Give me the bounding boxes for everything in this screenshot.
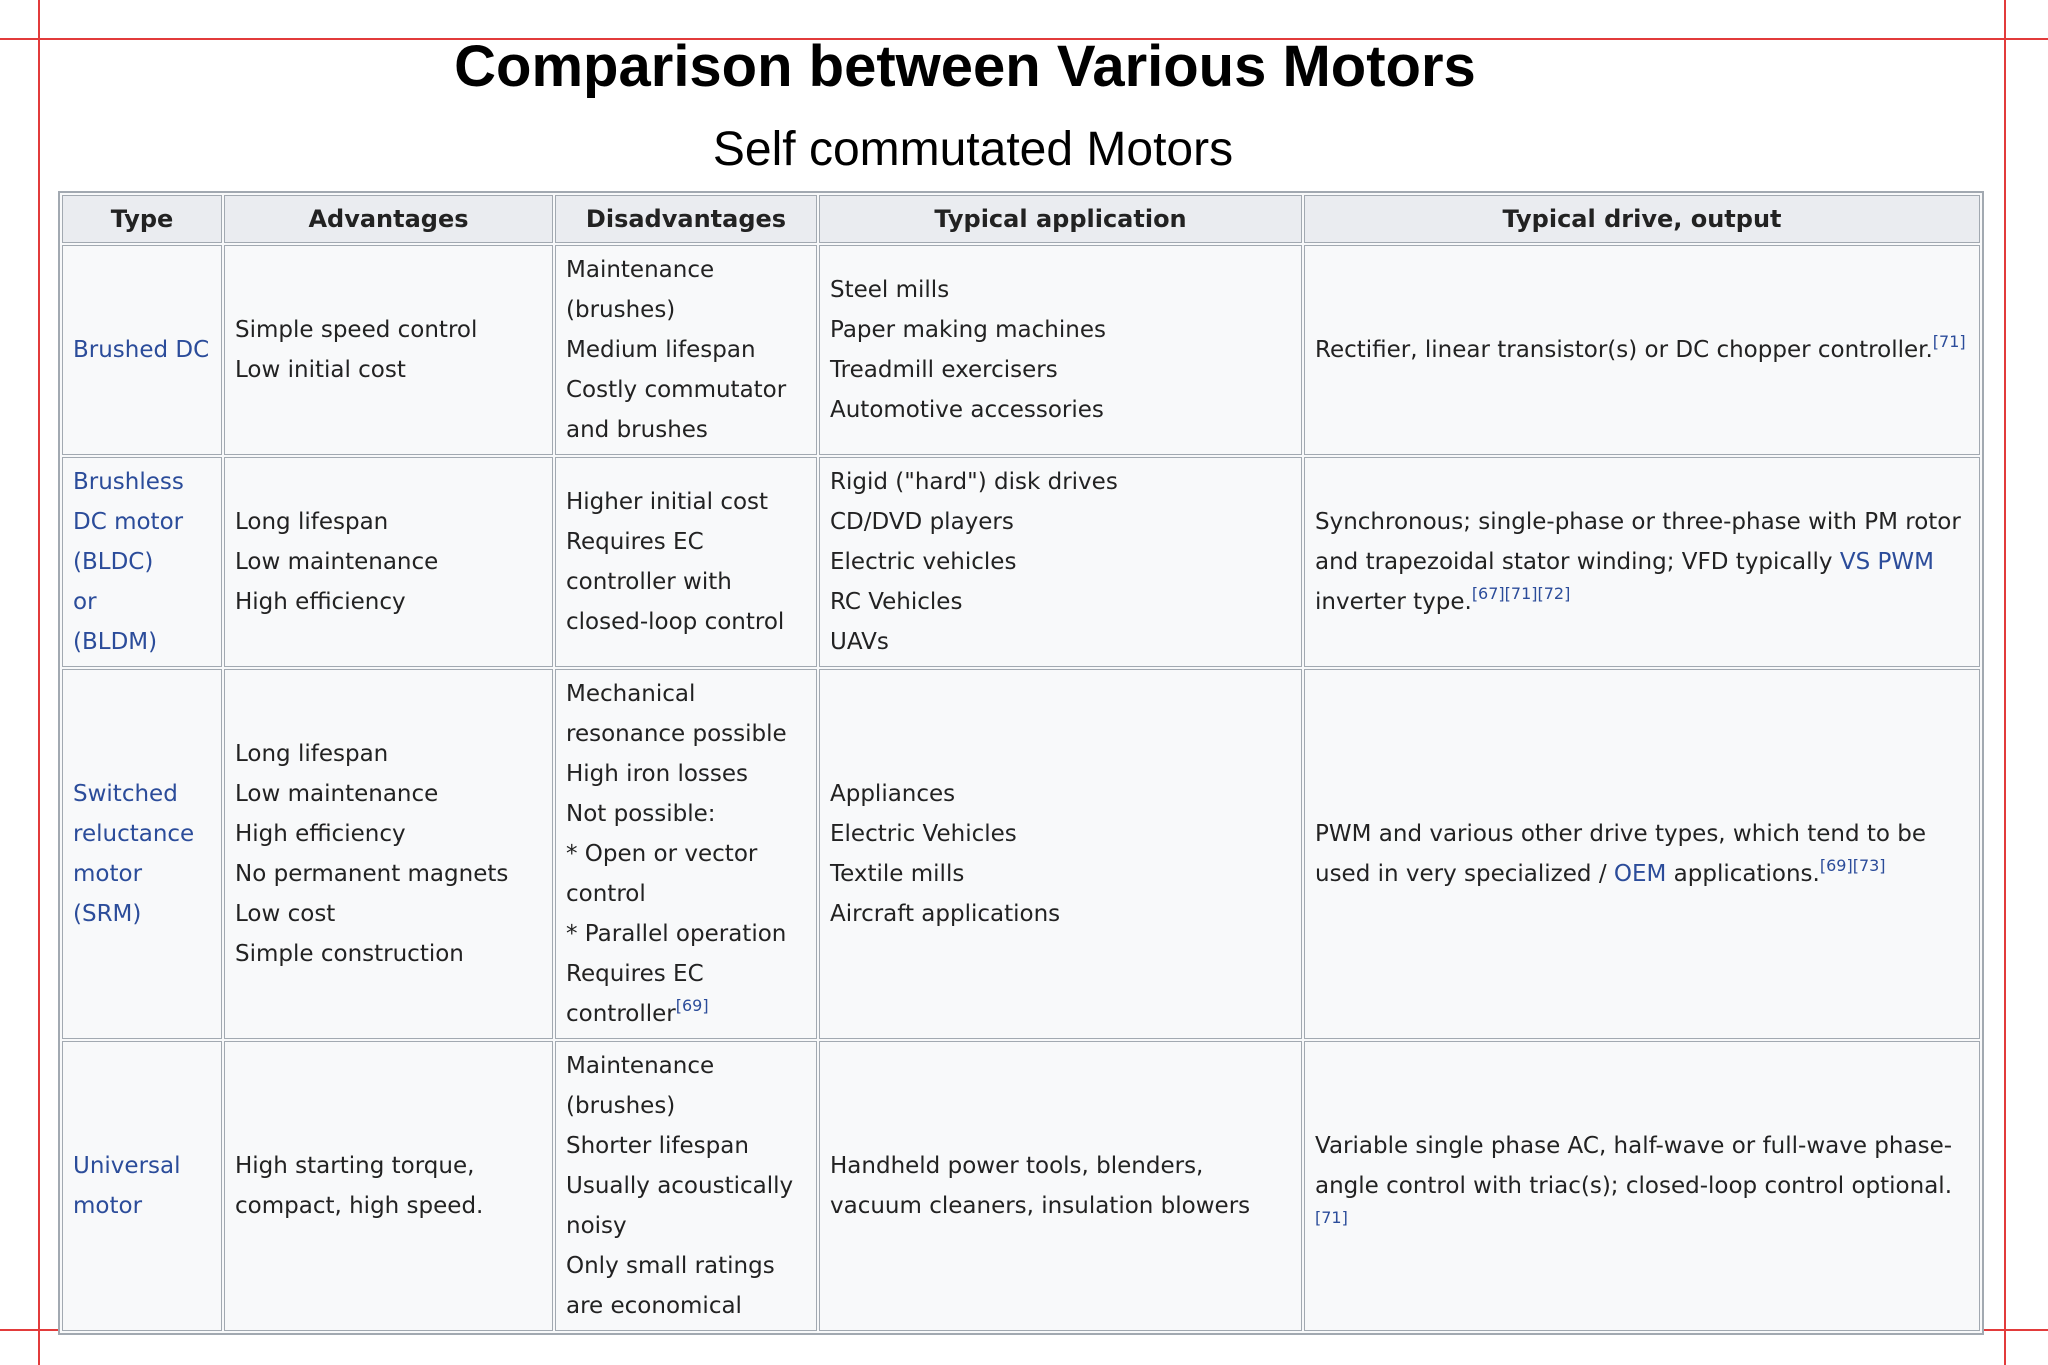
applications-cell — [819, 1041, 1302, 1331]
list-item-text: Requires EC controller — [566, 961, 704, 1027]
disadvantages-cell — [555, 669, 817, 1039]
applications-cell — [819, 457, 1302, 667]
list-item: High iron losses — [566, 761, 749, 787]
list-item: Rigid ("hard") disk drives — [830, 469, 1118, 495]
table-row — [62, 669, 1980, 1039]
citation-link[interactable]: [69][73] — [1819, 856, 1886, 875]
list-item: Aircraft applications — [830, 901, 1061, 927]
list-item: Treadmill exercisers — [830, 357, 1058, 383]
drive-text: PWM and various other drive types, which tend to be used in very specialized / — [1315, 821, 1927, 887]
list-item: RC Vehicles — [830, 589, 963, 615]
applications-cell — [819, 669, 1302, 1039]
citation-link[interactable]: [71] — [1315, 1208, 1348, 1227]
table-row — [62, 1041, 1980, 1331]
page-subtitle: Self commutated Motors — [712, 123, 1234, 176]
list-item: Higher initial cost — [566, 489, 769, 515]
drive-text: Rectifier, linear transistor(s) or DC chopper controller. — [1315, 337, 1933, 363]
header-type: Type — [62, 195, 222, 243]
type-link-brushed-dc[interactable]: Brushed DC — [73, 337, 210, 363]
right-guide-line — [2004, 0, 2006, 1365]
advantages-cell — [224, 245, 553, 455]
list-item: High efficiency — [235, 589, 406, 615]
type-link-bldm[interactable]: (BLDM) — [73, 629, 158, 655]
drive-text-end: inverter type. — [1315, 589, 1472, 615]
drive-text: Variable single phase AC, half-wave or full-wave phase-angle control with triac(s); closed-loop control optional. — [1315, 1133, 1953, 1199]
type-link-universal-motor[interactable]: Universal motor — [73, 1153, 181, 1219]
list-item: Appliances — [830, 781, 956, 807]
advantages-cell — [224, 1041, 553, 1331]
drive-cell — [1304, 457, 1980, 667]
list-item: High efficiency — [235, 821, 406, 847]
table-header-row — [62, 195, 1980, 243]
type-link-brushless-dc[interactable]: Brushless DC motor (BLDC) — [73, 469, 184, 575]
list-item: CD/DVD players — [830, 509, 1014, 535]
header-typical-application: Typical application — [819, 195, 1302, 243]
header-advantages: Advantages — [224, 195, 553, 243]
drive-cell — [1304, 1041, 1980, 1331]
list-item: Only small ratings are economical — [566, 1253, 775, 1319]
citation-link[interactable]: [71] — [1932, 332, 1966, 351]
table-row — [62, 245, 1980, 455]
list-item: Low cost — [235, 901, 336, 927]
citation-link[interactable]: [67][71][72] — [1471, 584, 1571, 603]
list-item: Medium lifespan — [566, 337, 756, 363]
drive-text: Synchronous; single-phase or three-phase with PM rotor and trapezoidal stator winding; VFD typically — [1315, 509, 1961, 575]
list-item: High starting torque, compact, high speed. — [235, 1153, 484, 1219]
type-cell — [62, 457, 222, 667]
list-item: UAVs — [830, 629, 889, 655]
citation-link[interactable]: [69] — [675, 996, 709, 1015]
disadvantages-cell — [555, 457, 817, 667]
list-item: Shorter lifespan — [566, 1133, 749, 1159]
list-item: Low initial cost — [235, 357, 406, 383]
list-item: Maintenance (brushes) — [566, 1053, 715, 1119]
disadvantages-cell — [555, 1041, 817, 1331]
advantages-cell — [224, 669, 553, 1039]
list-item: Automotive accessories — [830, 397, 1104, 423]
list-item: Not possible: — [566, 801, 716, 827]
vs-pwm-link[interactable]: VS PWM — [1839, 549, 1934, 575]
type-cell — [62, 669, 222, 1039]
drive-cell — [1304, 669, 1980, 1039]
header-disadvantages: Disadvantages — [555, 195, 817, 243]
list-item: Maintenance (brushes) — [566, 257, 715, 323]
list-item: Handheld power tools, blenders, vacuum cleaners, insulation blowers — [830, 1153, 1251, 1219]
list-item: Mechanical resonance possible — [566, 681, 787, 747]
list-item: Electric vehicles — [830, 549, 1017, 575]
drive-text-end: applications. — [1666, 861, 1820, 887]
table-row — [62, 457, 1980, 667]
list-item: * Open or vector control — [566, 841, 758, 907]
type-cell — [62, 1041, 222, 1331]
list-item: * Parallel operation — [566, 921, 787, 947]
list-item: Simple construction — [235, 941, 464, 967]
type-cell — [62, 245, 222, 455]
list-item: Long lifespan — [235, 509, 389, 535]
list-item: Low maintenance — [235, 549, 439, 575]
advantages-cell — [224, 457, 553, 667]
type-link-switched-reluctance[interactable]: Switched reluctance motor (SRM) — [73, 781, 195, 927]
list-item: Textile mills — [830, 861, 965, 887]
list-item: Low maintenance — [235, 781, 439, 807]
left-guide-line — [38, 0, 40, 1365]
applications-cell — [819, 245, 1302, 455]
list-item: Costly commutator and brushes — [566, 377, 787, 443]
disadvantages-cell — [555, 245, 817, 455]
page-title: Comparison between Various Motors — [454, 34, 1476, 99]
list-item: Long lifespan — [235, 741, 389, 767]
type-or-text: or — [73, 589, 97, 615]
motor-comparison-table — [58, 191, 1984, 1335]
list-item: Electric Vehicles — [830, 821, 1017, 847]
list-item: Steel mills — [830, 277, 950, 303]
drive-cell — [1304, 245, 1980, 455]
header-typical-drive-output: Typical drive, output — [1304, 195, 1980, 243]
list-item: Requires EC controller with closed-loop control — [566, 529, 785, 635]
list-item: No permanent magnets — [235, 861, 509, 887]
list-item: Usually acoustically noisy — [566, 1173, 794, 1239]
list-item-with-ref — [566, 954, 806, 1034]
list-item: Paper making machines — [830, 317, 1106, 343]
list-item: Simple speed control — [235, 317, 478, 343]
oem-link[interactable]: OEM — [1613, 861, 1667, 887]
